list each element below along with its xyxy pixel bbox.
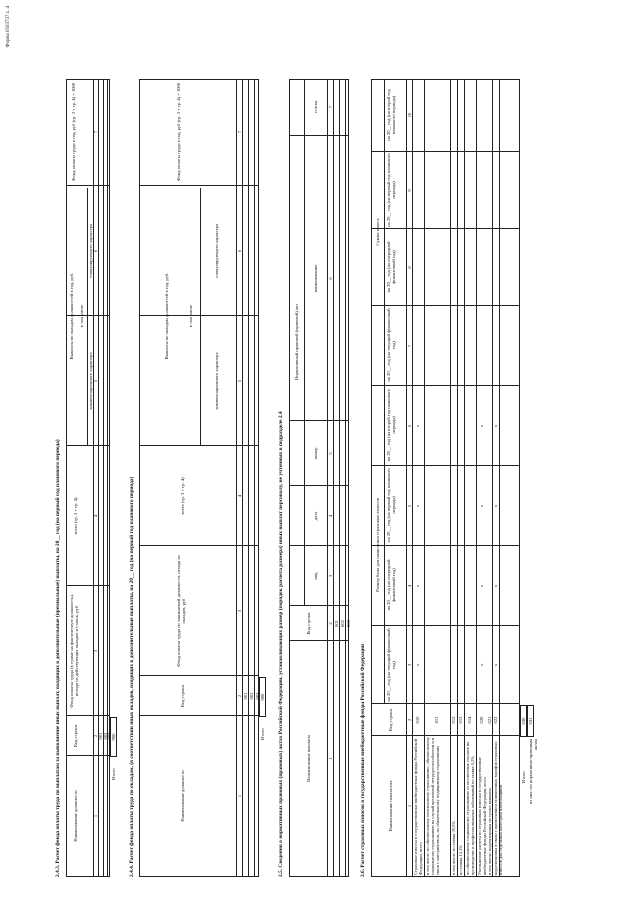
table-244 (139, 79, 259, 877)
total-code: 030 (520, 705, 527, 737)
row-code: 022 (493, 716, 498, 724)
year-col: на 20__ год (на очередной финансовый год) (386, 241, 397, 293)
colnum: 9 (406, 189, 412, 192)
col-name: Наименование показателя (388, 780, 393, 832)
col-title: наименование (313, 264, 318, 293)
row-code: 003 (106, 732, 112, 740)
cross-mark: x (479, 504, 484, 508)
cross-mark: x (493, 584, 498, 588)
row-code: 001 (242, 692, 248, 700)
colnum: 7 (93, 130, 98, 134)
colnum: 2 (327, 622, 333, 625)
col-group: Выплаты по окладам должностей в год, руб. (164, 272, 169, 360)
section-25-title: 2.5. Сведения о нормативных правовых (правовых) актах Российской Федерации, устанавливающих размер (порядок расчета размера) иных выплат персоналу, не учтенных в подразделе 2.4 (278, 411, 284, 877)
cross-mark: x (493, 504, 498, 508)
total-label: Итого (260, 728, 265, 740)
colnum: 1 (406, 804, 412, 808)
row-name: в том числе: по обязательному пенсионному страхованию, обязательному социальному страхованию на случай временной нетрудоспособности и в связи с материнством, по обязательному медицинскому страхованию (424, 737, 440, 875)
row-name: Страховые взносы в государственные внебюджетные фонды Российской Федерации, всего (412, 738, 423, 875)
col-incl: в том числе (79, 304, 84, 328)
col-code: Код строки (180, 685, 185, 707)
colnum: 4 (406, 584, 412, 588)
col-group: Выплаты по окладам должностей в год, руб. (69, 272, 74, 360)
col-total: всего (гр. 3 + гр. 4) (73, 497, 78, 535)
row-code: 012 (451, 716, 456, 724)
cross-mark: x (479, 663, 484, 667)
colnum: 3 (236, 609, 242, 613)
row-code: 003 (345, 620, 351, 627)
colnum: 5 (406, 504, 412, 508)
col-name: Наименование выплаты (306, 735, 311, 782)
colnum: 1 (327, 757, 333, 760)
col-stim: стимулирующего характера (214, 223, 219, 279)
row-code: 001 (98, 732, 103, 740)
col-payroll: Фонд оплаты труда по занимаемой должности, исходя из окладов, руб (176, 555, 187, 667)
form-code: Форма 0503737 с. 4 (6, 6, 11, 48)
colnum: 2 (93, 734, 98, 738)
colnum: 3 (93, 649, 98, 653)
col-code: Код строки (73, 725, 78, 747)
row-code: 011 (434, 716, 439, 724)
total-label: Итого (111, 768, 116, 780)
year-col: на 20__ год (на первый год планового периода) (386, 468, 397, 542)
row-code: 001 (333, 620, 339, 627)
colnum: 7 (406, 344, 412, 348)
row-code: 002 (248, 692, 254, 700)
total-label: Итого (521, 771, 526, 783)
col-npa: Нормативный правовой (правовой) акт (294, 303, 299, 381)
colnum: 2 (406, 718, 412, 722)
year-col: на 20__ год (на первый год планового периода) (386, 153, 397, 227)
colnum: 6 (406, 424, 412, 428)
col-base: Размер базы для начисления страховых взносов (375, 498, 380, 592)
section-244-title: 2.4.4. Расчет фонда оплаты труда по окладам, (в соответствии иных окладов, входящих в дополнительные выплаты, на 20__ год (на первый год планового периода) (129, 476, 135, 877)
colnum: 5 (236, 379, 242, 383)
cross-mark: x (415, 504, 420, 508)
colnum: 4 (93, 514, 98, 518)
colnum: 6 (236, 249, 242, 253)
colnum: 4 (327, 514, 333, 518)
col-name: Наименование должности (180, 770, 185, 822)
row-code: 014 (467, 716, 472, 724)
col-name: Наименование должности (73, 790, 78, 842)
col-comp: компенсационного характера (214, 352, 219, 410)
col-code: Код строки (306, 612, 311, 635)
colnum: 3 (406, 663, 412, 667)
col-payroll: Фонд оплаты труда (в сумме на фактическую должность), исходя из действующих окладов и ставок, руб (69, 594, 80, 708)
colnum: 1 (93, 814, 98, 818)
colnum: 5 (327, 452, 333, 455)
row-code: 003 (254, 692, 260, 700)
cross-mark: x (415, 424, 420, 428)
year-col: на 20__ год (на текущий финансовый год) (386, 308, 397, 382)
cross-mark: x (415, 663, 420, 667)
ref-label: из них: по нормативно-правовым актам (528, 739, 539, 805)
cross-mark: x (493, 424, 498, 428)
colnum: 10 (406, 112, 412, 118)
col-incl: в том числе (188, 304, 193, 328)
col-vid: вид (313, 572, 318, 580)
col-sum: Сумма взноса (375, 218, 380, 246)
table-25 (289, 79, 349, 877)
colnum: 1 (236, 794, 242, 798)
colnum: 6 (93, 249, 98, 253)
col-stat: статья (313, 100, 318, 114)
year-col: на 20__ год (на второй год планового периода) (386, 388, 397, 462)
section-26-title: 2.6. Расчет страховых взносов в государственные внебюджетные фонды Российской Федерации (360, 643, 366, 877)
col-fund: Фонд оплаты труда в год, руб (гр. 3 + гр. 4) × 1000 (71, 82, 76, 182)
row-code: 010 (415, 716, 420, 724)
year-col: на 20__ год (на второй год планового периода) (386, 89, 397, 141)
colnum: 2 (236, 694, 242, 698)
row-code: 002 (102, 732, 108, 740)
cross-mark: x (479, 584, 484, 588)
col-date: дата (313, 511, 318, 521)
row-name: корректировка в связи с применением пониженных тарифов страховых взносов для отдельных категорий плательщиков (492, 741, 503, 875)
row-name: в том числе: корректировка по сумме выплаты (487, 788, 492, 875)
section-243-title: 2.4.3. Расчет фонда оплаты труда по выплатам за выполнение иных выплат, входящих в дополнительные (премиальные) выплаты, на 20__ год (на первый год планового периода) (55, 439, 61, 877)
col-stim: стимулирующего характера (88, 223, 93, 279)
total-code: 900 (110, 717, 117, 757)
total-code: 900 (259, 677, 266, 717)
col-comp: компенсационного характера (88, 352, 93, 410)
row-code: 021 (487, 716, 492, 724)
col-code: Код строки (388, 709, 393, 731)
col-total: всего (гр. 3 + гр. 4) (180, 477, 185, 515)
year-col: на 20__ год (на очередной финансовый год) (386, 559, 397, 611)
cross-mark: x (479, 424, 484, 428)
table-243 (66, 79, 110, 877)
ref-code: 031 (527, 705, 534, 737)
row-name: по ставке 15,1% (457, 845, 463, 875)
row-name: по обязательному социальному страхованию от несчастных случаев на производстве и профессиональных заболеваний по ставке 0,2% (464, 742, 475, 875)
colnum: 6 (327, 277, 333, 280)
row-name: Уменьшение расчета по страховым взносам в государственные внебюджетные фонды Российской Федерации, всего (476, 757, 487, 875)
col-num: номер (313, 447, 318, 460)
colnum: 7 (327, 105, 333, 109)
colnum: 4 (236, 494, 242, 498)
colnum: 3 (327, 574, 333, 578)
row-code: 002 (339, 620, 345, 627)
colnum: 8 (406, 266, 412, 269)
col-fund: Фонд оплаты труда в год, руб (гр. 3 + гр. 4) × 1000 (176, 82, 181, 182)
table-26 (371, 79, 520, 877)
colnum: 5 (93, 379, 98, 383)
colnum: 7 (236, 130, 242, 134)
row-name: в том числе: по ставке 30,0% (450, 821, 456, 875)
year-col: на 20__ год (на текущий финансовый год) (386, 628, 397, 702)
row-code: 020 (479, 716, 484, 724)
row-code: 013 (458, 716, 463, 724)
cross-mark: x (415, 584, 420, 588)
cross-mark: x (493, 663, 498, 667)
